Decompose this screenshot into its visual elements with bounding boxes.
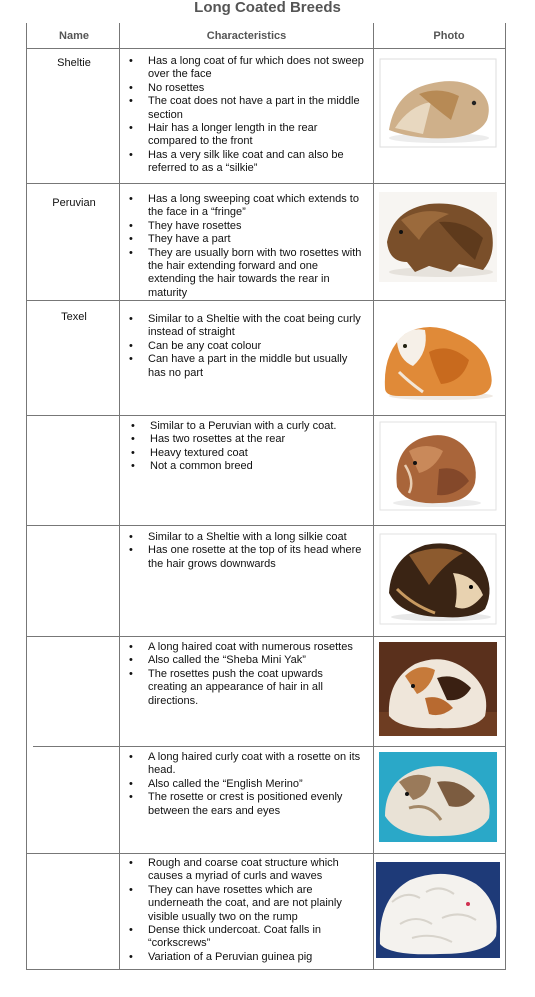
list-item: • Similar to a Sheltie with a long silkie coat xyxy=(129,531,347,543)
row-divider xyxy=(26,525,506,526)
guinea-pig-photo xyxy=(376,862,500,958)
list-item: • Has a long sweeping coat which extends to the face in a “fringe” xyxy=(129,193,359,219)
list-item: • Can be any coat colour xyxy=(129,339,262,352)
list-item: • Similar to a Sheltie with the coat being curly instead of straight xyxy=(129,313,361,339)
list-item: • They are usually born with two rosettes with the hair extending forward and one extending the hair towards the rear in maturity xyxy=(129,246,362,299)
guinea-pig-photo xyxy=(379,533,497,625)
characteristics-list xyxy=(129,751,365,818)
list-item: • They have rosettes xyxy=(129,219,242,232)
list-item: • Variation of a Peruvian guinea pig xyxy=(129,950,313,963)
characteristics-list xyxy=(129,55,365,176)
page-title: Long Coated Breeds xyxy=(194,0,341,16)
header-name: Name xyxy=(59,30,89,42)
list-item: • Has a very silk like coat and can also be referred to as a “silkie” xyxy=(129,148,344,175)
header-characteristics: Characteristics xyxy=(206,30,287,42)
characteristics-list xyxy=(131,420,367,474)
characteristics-list xyxy=(129,193,365,300)
list-item: • Has two rosettes at the rear xyxy=(131,433,286,446)
list-item: • They have a part xyxy=(129,233,231,246)
table-border-right xyxy=(505,23,506,969)
list-item: • Also called the “Sheba Mini Yak” xyxy=(129,654,306,667)
breed-name: Texel xyxy=(61,311,87,323)
list-item: • A long haired coat with numerous rosettes xyxy=(129,641,353,653)
list-item: • They can have rosettes which are underneath the coat, and are not plainly visible usually two on the rump xyxy=(129,883,342,923)
list-item: • Not a common breed xyxy=(131,460,253,473)
table-border-left xyxy=(26,23,27,969)
column-divider xyxy=(373,23,374,969)
list-item: • Has one rosette at the top of its head where the hair grows downwards xyxy=(129,544,362,570)
characteristics-list xyxy=(129,857,365,964)
guinea-pig-photo xyxy=(379,421,497,511)
list-item: • A long haired curly coat with a rosette on its head. xyxy=(129,751,361,777)
guinea-pig-photo xyxy=(379,58,497,148)
list-item: • Dense thick undercoat. Coat falls in “corkscrews” xyxy=(129,924,322,950)
breed-name: Peruvian xyxy=(52,197,96,209)
guinea-pig-photo xyxy=(379,752,497,842)
list-item: • No rosettes xyxy=(129,81,205,94)
row-divider xyxy=(26,183,506,184)
header-divider xyxy=(26,48,506,49)
list-item: • Has a long coat of fur which does not sweep over the face xyxy=(129,55,364,81)
list-item: • Rough and coarse coat structure which causes a myriad of curls and waves xyxy=(129,857,339,883)
characteristics-list xyxy=(129,313,365,380)
column-divider xyxy=(119,23,120,969)
row-divider xyxy=(33,746,506,747)
list-item: • The coat does not have a part in the middle section xyxy=(129,95,360,121)
guinea-pig-photo xyxy=(379,642,497,736)
row-divider xyxy=(26,415,506,416)
table-border-bottom xyxy=(26,969,506,970)
row-divider xyxy=(26,636,506,637)
list-item: • The rosettes push the coat upwards creating an appearance of hair in all directions. xyxy=(129,667,323,707)
row-divider xyxy=(26,853,506,854)
breed-name: Sheltie xyxy=(57,57,91,69)
list-item: • The rosette or crest is positioned evenly between the ears and eyes xyxy=(129,791,343,817)
list-item: • Similar to a Peruvian with a curly coat. xyxy=(131,420,337,432)
list-item: • Can have a part in the middle but usually has no part xyxy=(129,353,348,379)
list-item: • Heavy textured coat xyxy=(131,446,248,459)
list-item: • Also called the “English Merino” xyxy=(129,777,303,790)
guinea-pig-photo xyxy=(379,192,497,282)
header-photo: Photo xyxy=(433,30,465,42)
guinea-pig-photo xyxy=(379,312,497,404)
characteristics-list xyxy=(129,641,365,708)
list-item: • Hair has a longer length in the rear compared to the front xyxy=(129,122,318,148)
characteristics-list xyxy=(129,531,365,571)
